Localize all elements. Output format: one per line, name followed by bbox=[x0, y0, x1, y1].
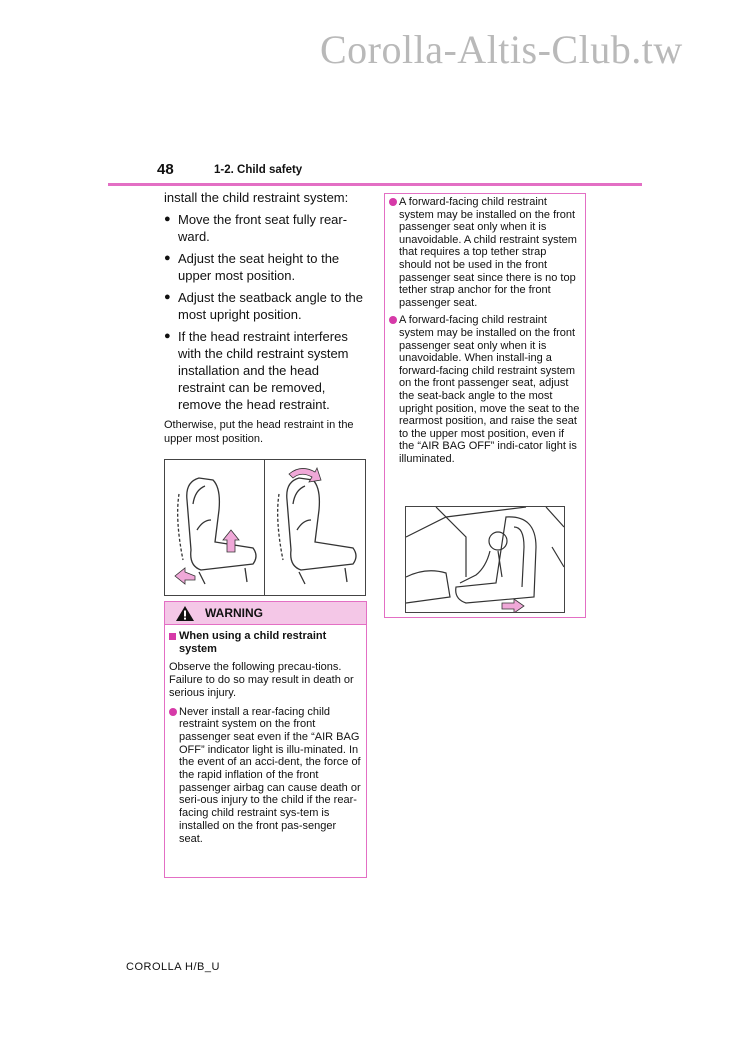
warning-box bbox=[164, 601, 367, 878]
warning-header bbox=[165, 602, 366, 625]
warning-title: WARNING bbox=[205, 605, 263, 620]
seat-adjust-illustration bbox=[164, 459, 366, 596]
left-column bbox=[164, 189, 368, 446]
section-title: 1-2. Child safety bbox=[214, 164, 303, 176]
list-item: ● Move the front seat fully rear-ward. bbox=[164, 211, 368, 245]
divider bbox=[264, 460, 265, 595]
otherwise-note: Otherwise, put the head restraint in the upper most position. bbox=[164, 419, 354, 445]
warning-body bbox=[165, 625, 366, 845]
list-item: ● Adjust the seatback angle to the most upright position. bbox=[164, 289, 368, 323]
list-item: ● If the head restraint interferes with the child restraint system installation and the head restraint can be removed, remove the head restraint. bbox=[164, 328, 368, 413]
header-rule bbox=[108, 183, 642, 186]
warning-bullet: Never install a rear-facing child restraint system on the front passenger seat even if the “AIR BAG OFF” indicator light is illu-minated. In the event of an acci-dent, the force of the rapid inflation of the front passenger airbag can cause death or seri-ous injury to the child if the rear-facing child restraint sys-tem is installed on the front pas-senger seat. bbox=[169, 706, 362, 846]
intro-text: install the child restraint system: bbox=[164, 190, 349, 205]
instruction-list bbox=[164, 211, 368, 413]
seat-drawing bbox=[165, 460, 365, 595]
warning-triangle-icon bbox=[175, 605, 195, 622]
warning-text: Observe the following precau-tions. bbox=[169, 661, 342, 674]
caution-box bbox=[384, 193, 586, 618]
page-number: 48 bbox=[157, 161, 174, 178]
child-seat-illustration bbox=[405, 506, 565, 613]
list-item: ● Adjust the seat height to the upper most position. bbox=[164, 250, 368, 284]
warning-text: Failure to do so may result in death or serious injury. bbox=[169, 674, 354, 699]
watermark: Corolla-Altis-Club.tw bbox=[320, 27, 683, 72]
caution-bullet: A forward-facing child restraint system may be installed on the front passenger seat only when it is unavoidable. A child restraint system that requires a top tether strap should not be used in the front passenger seat since there is no top tether strap anchor for the front passenger seat. bbox=[389, 196, 581, 309]
warning-subtitle: When using a child restraint system bbox=[169, 630, 362, 655]
child-seat-drawing bbox=[406, 507, 564, 612]
footer-model-code: COROLLA H/B_U bbox=[126, 961, 220, 973]
caution-bullet: A forward-facing child restraint system may be installed on the front passenger seat only when it is unavoidable. When install-ing a forward-facing child restraint system on the front passenger seat, adjust the seat-back angle to the most upright position, move the seat to the rearmost position, and raise the seat to the upper most position, even if the “AIR BAG OFF” indi-cator light is illuminated. bbox=[389, 314, 581, 465]
